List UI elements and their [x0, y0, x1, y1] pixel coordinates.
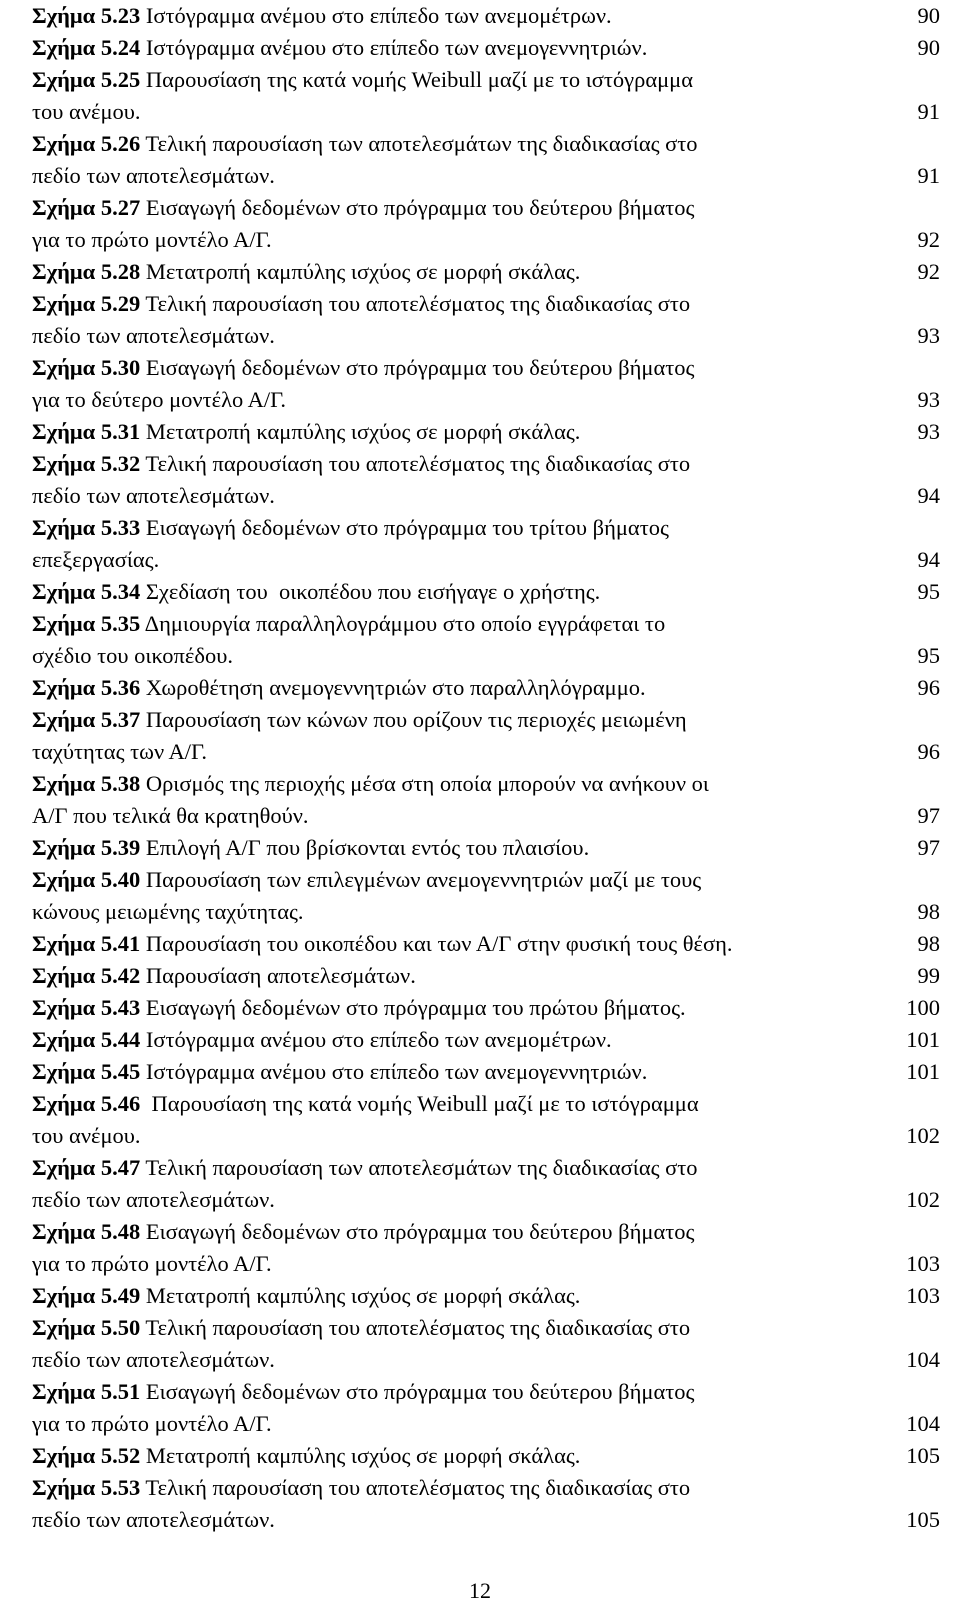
entry-page-number: 101 — [906, 1027, 940, 1052]
figure-label — [32, 931, 140, 956]
entry-caption: για το δεύτερο μοντέλο Α/Γ. — [32, 387, 287, 412]
entry-caption: για το πρώτο μοντέλο Α/Γ. — [32, 1411, 272, 1436]
list-item — [32, 928, 940, 960]
entry-caption: πεδίο των αποτελεσμάτων. — [32, 1347, 275, 1372]
entry-line — [32, 768, 940, 800]
entry-line — [32, 1376, 940, 1408]
figure-number: 5.27 — [100, 195, 141, 220]
figure-label — [32, 963, 140, 988]
entry-line — [32, 288, 940, 320]
figure-word: Σχήμα — [32, 995, 96, 1020]
list-item — [32, 416, 940, 448]
figure-word: Σχήμα — [32, 1091, 96, 1116]
entry-line — [32, 320, 940, 352]
entry-line — [32, 576, 940, 608]
entry-line — [32, 800, 940, 832]
figure-word: Σχήμα — [32, 1475, 96, 1500]
list-item — [32, 1088, 940, 1152]
figure-word: Σχήμα — [32, 451, 96, 476]
entry-line — [32, 608, 940, 640]
entry-caption: πεδίο των αποτελεσμάτων. — [32, 1507, 275, 1532]
entry-caption: κώνους μειωμένης ταχύτητας. — [32, 899, 304, 924]
entry-page-number: 97 — [917, 835, 940, 860]
entry-page-number: 101 — [906, 1059, 940, 1084]
entry-line — [32, 1056, 940, 1088]
figure-number: 5.38 — [100, 771, 141, 796]
list-item — [32, 576, 940, 608]
figure-number: 5.48 — [100, 1219, 141, 1244]
figure-number: 5.36 — [100, 675, 141, 700]
figure-label — [32, 1091, 140, 1116]
figure-word: Σχήμα — [32, 1443, 96, 1468]
figure-label — [32, 35, 140, 60]
entry-caption: Τελική παρουσίαση του αποτελέσματος της διαδικασίας στο — [145, 1475, 691, 1500]
figure-word: Σχήμα — [32, 1059, 96, 1084]
page-footer-number: 12 — [469, 1578, 491, 1603]
figure-number: 5.28 — [100, 259, 141, 284]
entry-line — [32, 128, 940, 160]
figure-number: 5.40 — [100, 867, 141, 892]
entry-caption: Ιστόγραμμα ανέμου στο επίπεδο των ανεμομέτρων. — [145, 1027, 612, 1052]
entry-caption: Εισαγωγή δεδομένων στο πρόγραμμα του δεύτερου βήματος — [145, 355, 695, 380]
entry-caption: Δημιουργία παραλληλογράμμου στο οποίο εγγράφεται το — [144, 611, 666, 636]
figure-number: 5.46 — [100, 1091, 141, 1116]
figure-label — [32, 1443, 140, 1468]
entry-caption: πεδίο των αποτελεσμάτων. — [32, 1187, 275, 1212]
figure-label — [32, 579, 140, 604]
figure-label — [32, 195, 140, 220]
list-item — [32, 608, 940, 672]
entry-page-number: 96 — [917, 739, 940, 764]
figure-word: Σχήμα — [32, 1027, 96, 1052]
figure-number: 5.43 — [100, 995, 141, 1020]
entry-page-number: 103 — [906, 1251, 940, 1276]
figure-word: Σχήμα — [32, 515, 96, 540]
list-item — [32, 1216, 940, 1280]
entry-page-number: 93 — [917, 387, 940, 412]
list-item — [32, 960, 940, 992]
figure-number: 5.24 — [100, 35, 141, 60]
list-item — [32, 704, 940, 768]
figure-word: Σχήμα — [32, 419, 96, 444]
entry-caption: του ανέμου. — [32, 99, 141, 124]
entry-caption: Εισαγωγή δεδομένων στο πρόγραμμα του δεύτερου βήματος — [145, 1219, 695, 1244]
entry-line — [32, 1248, 940, 1280]
entry-line — [32, 64, 940, 96]
entry-page-number: 90 — [917, 3, 940, 28]
figure-word: Σχήμα — [32, 867, 96, 892]
figure-number: 5.51 — [100, 1379, 141, 1404]
entry-line — [32, 544, 940, 576]
entry-line — [32, 1344, 940, 1376]
figure-number: 5.42 — [100, 963, 141, 988]
list-item — [32, 192, 940, 256]
entry-line — [32, 192, 940, 224]
entry-caption: σχέδιο του οικοπέδου. — [32, 643, 233, 668]
entry-line — [32, 480, 940, 512]
figure-word: Σχήμα — [32, 835, 96, 860]
entry-caption: ταχύτητας των Α/Γ. — [32, 739, 207, 764]
entry-caption: Ιστόγραμμα ανέμου στο επίπεδο των ανεμογεννητριών. — [145, 35, 648, 60]
entry-caption: Χωροθέτηση ανεμογεννητριών στο παραλληλόγραμμο. — [145, 675, 646, 700]
list-item — [32, 1376, 940, 1440]
entry-line — [32, 864, 940, 896]
entry-page-number: 95 — [917, 579, 940, 604]
figure-label — [32, 67, 140, 92]
entry-line — [32, 1472, 940, 1504]
entry-page-number: 105 — [906, 1507, 940, 1532]
figure-label — [32, 291, 140, 316]
entry-page-number: 90 — [917, 35, 940, 60]
figure-label — [32, 259, 140, 284]
list-item — [32, 768, 940, 832]
entry-caption: Ιστόγραμμα ανέμου στο επίπεδο των ανεμογεννητριών. — [145, 1059, 648, 1084]
figure-number: 5.30 — [100, 355, 141, 380]
entry-caption: Παρουσίαση των κώνων που ορίζουν τις περιοχές μειωμένη — [145, 707, 687, 732]
figure-number: 5.23 — [100, 3, 141, 28]
figure-word: Σχήμα — [32, 771, 96, 796]
figure-label — [32, 995, 140, 1020]
figure-word: Σχήμα — [32, 131, 96, 156]
entry-line — [32, 1408, 940, 1440]
entry-page-number: 96 — [917, 675, 940, 700]
figure-word: Σχήμα — [32, 1379, 96, 1404]
entry-line — [32, 1184, 940, 1216]
entry-page-number: 104 — [906, 1347, 940, 1372]
entry-line — [32, 416, 940, 448]
entry-caption: Εισαγωγή δεδομένων στο πρόγραμμα του πρώτου βήματος. — [145, 995, 686, 1020]
entry-caption: Ορισμός της περιοχής μέσα στη οποία μπορούν να ανήκουν οι — [145, 771, 709, 796]
list-item — [32, 256, 940, 288]
figure-word: Σχήμα — [32, 963, 96, 988]
entry-page-number: 100 — [906, 995, 940, 1020]
list-item — [32, 1440, 940, 1472]
list-item — [32, 864, 940, 928]
entry-line — [32, 32, 940, 64]
entry-page-number: 91 — [917, 163, 940, 188]
entry-caption: Μετατροπή καμπύλης ισχύος σε μορφή σκάλας. — [145, 259, 581, 284]
entry-caption: Τελική παρουσίαση του αποτελέσματος της διαδικασίας στο — [145, 451, 691, 476]
list-item — [32, 512, 940, 576]
entry-caption: Τελική παρουσίαση των αποτελεσμάτων της διαδικασίας στο — [145, 131, 698, 156]
list-item — [32, 32, 940, 64]
entry-page-number: 94 — [917, 483, 940, 508]
entry-page-number: 92 — [917, 259, 940, 284]
entry-caption: Μετατροπή καμπύλης ισχύος σε μορφή σκάλας. — [145, 1283, 581, 1308]
entry-line — [32, 96, 940, 128]
figure-label — [32, 1475, 140, 1500]
figure-label — [32, 131, 140, 156]
entry-line — [32, 1024, 940, 1056]
list-item — [32, 288, 940, 352]
figure-number: 5.39 — [100, 835, 141, 860]
entry-line — [32, 960, 940, 992]
figure-number: 5.34 — [100, 579, 141, 604]
entry-line — [32, 1152, 940, 1184]
entry-caption: Α/Γ που τελικά θα κρατηθούν. — [32, 803, 309, 828]
figure-label — [32, 3, 140, 28]
entry-page-number: 94 — [917, 547, 940, 572]
figure-label — [32, 515, 140, 540]
figure-label — [32, 675, 140, 700]
list-item — [32, 1280, 940, 1312]
entry-caption: Εισαγωγή δεδομένων στο πρόγραμμα του τρίτου βήματος — [145, 515, 669, 540]
entry-line — [32, 448, 940, 480]
entry-caption: Παρουσίαση της κατά νομής Weibull μαζί με το ιστόγραμμα — [145, 67, 694, 92]
entry-line — [32, 640, 940, 672]
list-of-figures — [32, 0, 940, 1536]
figure-number: 5.52 — [100, 1443, 141, 1468]
figure-number: 5.53 — [100, 1475, 141, 1500]
list-item — [32, 832, 940, 864]
figure-word: Σχήμα — [32, 611, 96, 636]
figure-word: Σχήμα — [32, 931, 96, 956]
entry-caption: πεδίο των αποτελεσμάτων. — [32, 483, 275, 508]
entry-caption: Τελική παρουσίαση των αποτελεσμάτων της διαδικασίας στο — [145, 1155, 698, 1180]
figure-word: Σχήμα — [32, 1315, 96, 1340]
entry-caption: Παρουσίαση αποτελεσμάτων. — [145, 963, 416, 988]
list-item — [32, 448, 940, 512]
entry-line — [32, 256, 940, 288]
figure-number: 5.25 — [100, 67, 141, 92]
entry-line — [32, 704, 940, 736]
entry-page-number: 91 — [917, 99, 940, 124]
entry-page-number: 98 — [917, 931, 940, 956]
entry-caption: πεδίο των αποτελεσμάτων. — [32, 163, 275, 188]
entry-page-number: 103 — [906, 1283, 940, 1308]
figure-number: 5.37 — [100, 707, 141, 732]
figure-label — [32, 1315, 140, 1340]
figure-label — [32, 835, 140, 860]
figure-number: 5.33 — [100, 515, 141, 540]
entry-caption: Τελική παρουσίαση του αποτελέσματος της διαδικασίας στο — [145, 1315, 691, 1340]
figure-word: Σχήμα — [32, 195, 96, 220]
entry-line — [32, 1216, 940, 1248]
list-item — [32, 992, 940, 1024]
entry-caption: επεξεργασίας. — [32, 547, 160, 572]
entry-line — [32, 832, 940, 864]
figure-number: 5.49 — [100, 1283, 141, 1308]
entry-caption: Επιλογή Α/Γ που βρίσκονται εντός του πλαισίου. — [145, 835, 590, 860]
list-item — [32, 352, 940, 416]
entry-page-number: 105 — [906, 1443, 940, 1468]
figure-number: 5.29 — [100, 291, 141, 316]
figure-label — [32, 355, 140, 380]
entry-line — [32, 896, 940, 928]
entry-line — [32, 0, 940, 32]
entry-page-number: 102 — [906, 1187, 940, 1212]
figure-label — [32, 771, 140, 796]
entry-line — [32, 352, 940, 384]
figure-word: Σχήμα — [32, 67, 96, 92]
figure-label — [32, 419, 140, 444]
figure-label — [32, 867, 140, 892]
list-item — [32, 1312, 940, 1376]
entry-page-number: 95 — [917, 643, 940, 668]
entry-page-number: 99 — [917, 963, 940, 988]
figure-word: Σχήμα — [32, 355, 96, 380]
entry-caption: πεδίο των αποτελεσμάτων. — [32, 323, 275, 348]
entry-line — [32, 384, 940, 416]
entry-line — [32, 160, 940, 192]
entry-caption: Παρουσίαση της κατά νομής Weibull μαζί με το ιστόγραμμα — [145, 1091, 699, 1116]
list-item — [32, 1056, 940, 1088]
figure-word: Σχήμα — [32, 1283, 96, 1308]
entry-caption: Μετατροπή καμπύλης ισχύος σε μορφή σκάλας. — [145, 1443, 581, 1468]
figure-label — [32, 1027, 140, 1052]
entry-caption: Σχεδίαση του οικοπέδου που εισήγαγε ο χρήστης. — [145, 579, 601, 604]
figure-number: 5.50 — [100, 1315, 141, 1340]
entry-line — [32, 1280, 940, 1312]
figure-label — [32, 1155, 140, 1180]
entry-caption: Εισαγωγή δεδομένων στο πρόγραμμα του δεύτερου βήματος — [145, 195, 695, 220]
figure-word: Σχήμα — [32, 675, 96, 700]
entry-page-number: 93 — [917, 419, 940, 444]
figure-number: 5.45 — [100, 1059, 141, 1084]
figure-label — [32, 1283, 140, 1308]
entry-line — [32, 512, 940, 544]
figure-word: Σχήμα — [32, 35, 96, 60]
list-item — [32, 128, 940, 192]
entry-caption: Παρουσίαση των επιλεγμένων ανεμογεννητριών μαζί με τους — [145, 867, 702, 892]
entry-page-number: 92 — [917, 227, 940, 252]
figure-label — [32, 1379, 140, 1404]
entry-page-number: 97 — [917, 803, 940, 828]
entry-line — [32, 224, 940, 256]
list-item — [32, 0, 940, 32]
list-item — [32, 64, 940, 128]
figure-label — [32, 611, 140, 636]
entry-page-number: 98 — [917, 899, 940, 924]
figure-word: Σχήμα — [32, 707, 96, 732]
entry-line — [32, 992, 940, 1024]
entry-line — [32, 672, 940, 704]
figure-word: Σχήμα — [32, 1219, 96, 1244]
entry-caption: Μετατροπή καμπύλης ισχύος σε μορφή σκάλας. — [145, 419, 581, 444]
list-item — [32, 1472, 940, 1536]
figure-number: 5.26 — [100, 131, 141, 156]
figure-number: 5.41 — [100, 931, 141, 956]
entry-line — [32, 1120, 940, 1152]
figure-label — [32, 707, 140, 732]
entry-caption: Ιστόγραμμα ανέμου στο επίπεδο των ανεμομέτρων. — [145, 3, 612, 28]
figure-word: Σχήμα — [32, 579, 96, 604]
figure-number: 5.35 — [100, 611, 141, 636]
figure-label — [32, 451, 140, 476]
figure-word: Σχήμα — [32, 3, 96, 28]
entry-page-number: 102 — [906, 1123, 940, 1148]
entry-caption: Τελική παρουσίαση του αποτελέσματος της διαδικασίας στο — [145, 291, 691, 316]
entry-line — [32, 1440, 940, 1472]
entry-caption: του ανέμου. — [32, 1123, 141, 1148]
entry-line — [32, 736, 940, 768]
list-item — [32, 1152, 940, 1216]
entry-page-number: 93 — [917, 323, 940, 348]
figure-label — [32, 1059, 140, 1084]
figure-word: Σχήμα — [32, 259, 96, 284]
entry-line — [32, 1504, 940, 1536]
list-item — [32, 1024, 940, 1056]
entry-caption: Παρουσίαση του οικοπέδου και των Α/Γ στην φυσική τους θέση. — [145, 931, 733, 956]
figure-number: 5.31 — [100, 419, 141, 444]
figure-number: 5.32 — [100, 451, 141, 476]
entry-line — [32, 1312, 940, 1344]
entry-line — [32, 1088, 940, 1120]
entry-caption: Εισαγωγή δεδομένων στο πρόγραμμα του δεύτερου βήματος — [145, 1379, 695, 1404]
figure-number: 5.44 — [100, 1027, 141, 1052]
list-item — [32, 672, 940, 704]
entry-caption: για το πρώτο μοντέλο Α/Γ. — [32, 1251, 272, 1276]
entry-line — [32, 928, 940, 960]
figure-word: Σχήμα — [32, 1155, 96, 1180]
entry-page-number: 104 — [906, 1411, 940, 1436]
entry-caption: για το πρώτο μοντέλο Α/Γ. — [32, 227, 272, 252]
figure-number: 5.47 — [100, 1155, 141, 1180]
figure-word: Σχήμα — [32, 291, 96, 316]
figure-label — [32, 1219, 140, 1244]
